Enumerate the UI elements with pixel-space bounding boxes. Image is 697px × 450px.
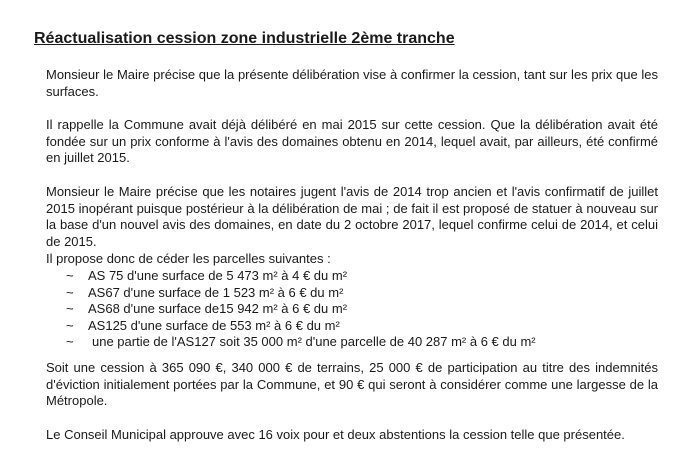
parcel-item [66,268,536,285]
parcel-list [66,268,536,351]
parcel-text: AS67 d'une surface de 1 523 m² à 6 € du m² [88,284,344,300]
parcel-item [66,318,536,335]
paragraph-reminder: Il rappelle la Commune avait déjà délibéré en mai 2015 sur cette cession. Que la délibération avait été fondée sur un prix conforme à l'avis des domaines obtenu en 2014, lequel avait, par ailleurs, été confirmé en juillet 2015. [46,117,658,165]
parcel-text: une partie de l'AS127 soit 35 000 m² d'une parcelle de 40 287 m² à 6 € du m² [92,334,536,350]
tilde-bullet: ~ [66,334,74,350]
paragraph-intro: Monsieur le Maire précise que la présente délibération vise à confirmer la cession, tant sur les prix que les surfaces. [46,67,658,99]
parcel-item [66,334,536,351]
paragraph-proposal: Il propose donc de céder les parcelles suivantes : [46,251,331,266]
parcel-text: AS125 d'une surface de 553 m² à 6 € du m² [88,317,340,333]
paragraph-notaries: Monsieur le Maire précise que les notaires jugent l'avis de 2014 trop ancien et l'avis confirmatif de juillet 2015 inopérant puisque postérieur à la délibération de mai ; de fait il est proposé de statuer à nouveau sur la base d'un nouvel avis des domaines, en date du 2 octobre 2017, lequel confirme celui de 2014, et celui de 2015. [46,184,658,249]
parcel-item [66,285,536,302]
parcel-item [66,301,536,318]
tilde-bullet: ~ [66,301,74,317]
tilde-bullet: ~ [66,317,74,333]
tilde-bullet: ~ [66,284,74,300]
document-title: Réactualisation cession zone industrielle 2ème tranche [34,30,455,47]
tilde-bullet: ~ [66,268,74,283]
paragraph-summary: Soit une cession à 365 090 €, 340 000 € de terrains, 25 000 € de participation au titre des indemnités d'éviction initialement portées par la Commune, et 90 € qui seront à considérer comme une largesse de la Métropole. [46,360,658,408]
paragraph-decision: Le Conseil Municipal approuve avec 16 voix pour et deux abstentions la cession telle que présentée. [46,427,625,442]
parcel-text: AS 75 d'une surface de 5 473 m² à 4 € du m² [88,268,348,283]
parcel-text: AS68 d'une surface de15 942 m² à 6 € du m² [88,301,348,317]
